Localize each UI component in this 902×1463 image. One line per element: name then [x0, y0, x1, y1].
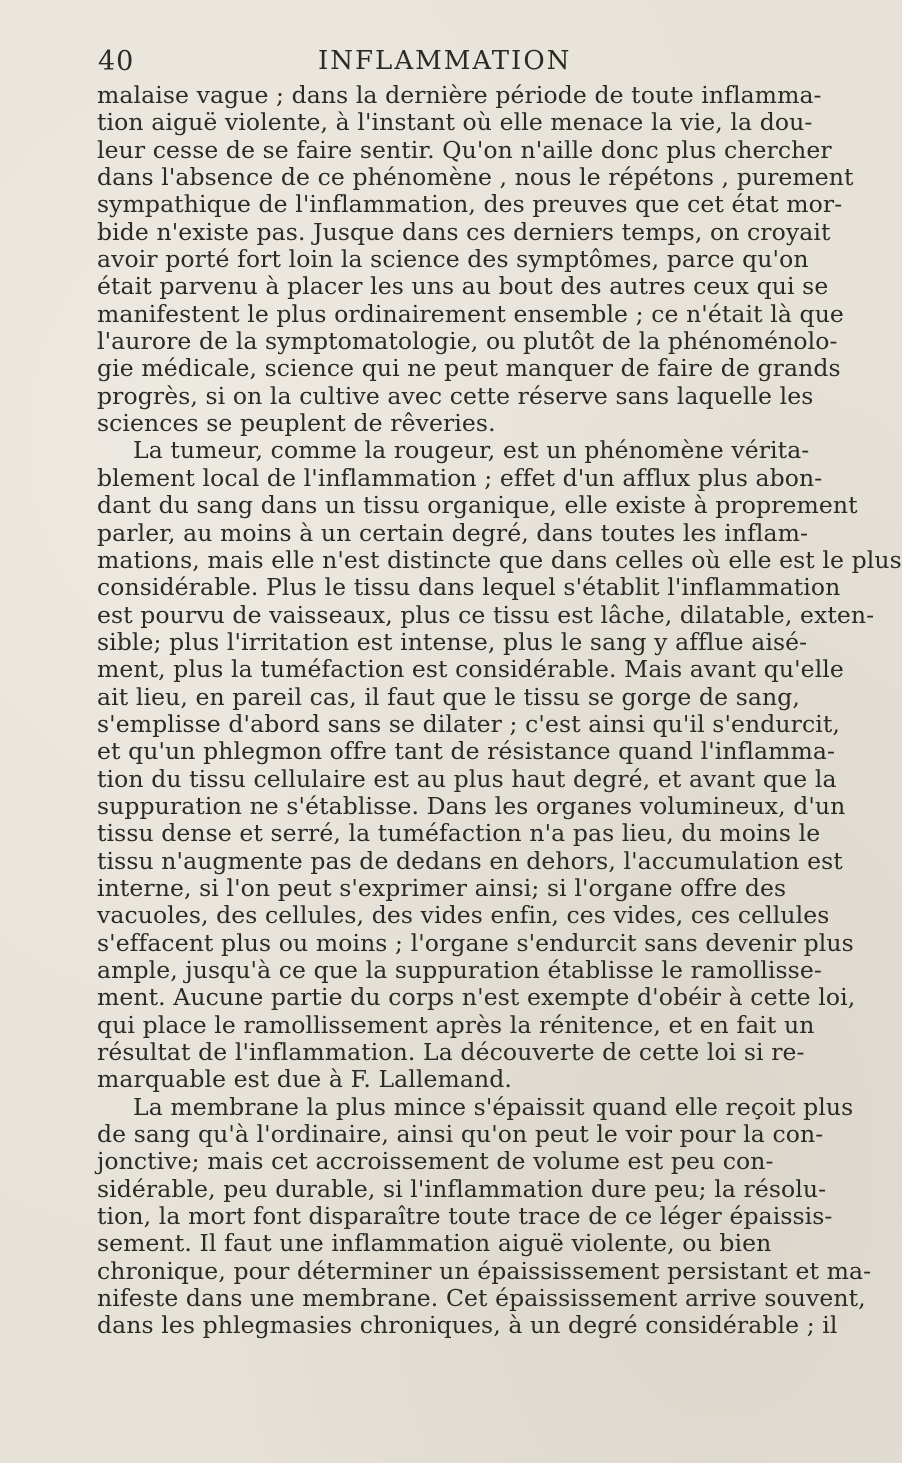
- text-line: ment. Aucune partie du corps n'est exempte d'obéir à cette loi,: [97, 983, 856, 1012]
- text-line: de sang qu'à l'ordinaire, ainsi qu'on peut le voir pour la con-: [97, 1120, 824, 1149]
- text-line: manifestent le plus ordinairement ensemble ; ce n'était là que: [97, 299, 844, 328]
- page-number: 40: [98, 46, 135, 77]
- text-line: vacuoles, des cellules, des vides enfin, ces vides, ces cellules: [97, 901, 830, 930]
- text-line: sympathique de l'inflammation, des preuves que cet état mor-: [97, 190, 843, 219]
- text-line: tion du tissu cellulaire est au plus haut degré, et avant que la: [97, 764, 837, 793]
- text-line: avoir porté fort loin la science des symptômes, parce qu'on: [97, 245, 809, 274]
- text-line: malaise vague ; dans la dernière période de toute inflamma-: [97, 81, 822, 109]
- text-line: s'emplisse d'abord sans se dilater ; c'est ainsi qu'il s'endurcit,: [97, 709, 840, 738]
- text-line: et qu'un phlegmon offre tant de résistance quand l'inflamma-: [97, 737, 836, 766]
- text-line: tissu n'augmente pas de dedans en dehors, l'accumulation est: [97, 846, 843, 875]
- text-line: La tumeur, comme la rougeur, est un phénomène vérita-: [133, 436, 810, 465]
- running-head: [98, 46, 738, 86]
- text-line: s'effacent plus ou moins ; l'organe s'endurcit sans devenir plus: [97, 928, 854, 957]
- text-line: suppuration ne s'établisse. Dans les organes volumineux, d'un: [97, 791, 846, 820]
- text-line: leur cesse de se faire sentir. Qu'on n'aille donc plus chercher: [97, 135, 832, 164]
- text-line: tion aiguë violente, à l'instant où elle menace la vie, la dou-: [97, 108, 813, 137]
- text-line: sidérable, peu durable, si l'inflammation dure peu; la résolu-: [97, 1174, 827, 1203]
- text-line: blement local de l'inflammation ; effet d'un afflux plus abon-: [97, 463, 823, 492]
- text-line: progrès, si on la cultive avec cette réserve sans laquelle les: [97, 381, 814, 410]
- text-line: La membrane la plus mince s'épaissit quand elle reçoit plus: [133, 1092, 854, 1121]
- text-line: était parvenu à placer les uns au bout des autres ceux qui se: [97, 272, 829, 301]
- text-line: parler, au moins à un certain degré, dans toutes les inflam-: [97, 518, 809, 547]
- text-line: ait lieu, en pareil cas, il faut que le tissu se gorge de sang,: [97, 682, 800, 711]
- text-line: sement. Il faut une inflammation aiguë violente, ou bien: [97, 1229, 772, 1258]
- text-line: résultat de l'inflammation. La découverte de cette loi si re-: [97, 1038, 805, 1067]
- text-line: nifeste dans une membrane. Cet épaississement arrive souvent,: [97, 1284, 866, 1313]
- text-line: marquable est due à F. Lallemand.: [97, 1065, 512, 1094]
- text-line: l'aurore de la symptomatologie, ou plutôt de la phénoménolo-: [97, 327, 838, 356]
- text-line: tion, la mort font disparaître toute trace de ce léger épaissis-: [97, 1202, 833, 1231]
- body-text: [97, 81, 902, 1340]
- text-line: dant du sang dans un tissu organique, elle existe à proprement: [97, 491, 858, 520]
- text-line: sciences se peuplent de rêveries.: [97, 409, 496, 438]
- text-line: jonctive; mais cet accroissement de volume est peu con-: [97, 1147, 774, 1176]
- text-line: tissu dense et serré, la tuméfaction n'a pas lieu, du moins le: [97, 819, 821, 848]
- text-line: chronique, pour déterminer un épaississement persistant et ma-: [97, 1256, 872, 1285]
- text-line: gie médicale, science qui ne peut manquer de faire de grands: [97, 354, 841, 383]
- text-line: est pourvu de vaisseaux, plus ce tissu est lâche, dilatable, exten-: [97, 600, 875, 629]
- text-line: bide n'existe pas. Jusque dans ces derniers temps, on croyait: [97, 217, 831, 246]
- text-line: considérable. Plus le tissu dans lequel s'établit l'inflammation: [97, 573, 841, 602]
- running-title: INFLAMMATION: [318, 46, 572, 76]
- text-line: mations, mais elle n'est distincte que dans celles où elle est le plus: [97, 545, 902, 574]
- text-line: ment, plus la tuméfaction est considérable. Mais avant qu'elle: [97, 655, 844, 684]
- text-line: sible; plus l'irritation est intense, plus le sang y afflue aisé-: [97, 627, 808, 656]
- text-line: dans les phlegmasies chroniques, à un degré considérable ; il: [97, 1311, 838, 1340]
- text-line: interne, si l'on peut s'exprimer ainsi; si l'organe offre des: [97, 873, 787, 902]
- text-line: qui place le ramollissement après la rénitence, et en fait un: [97, 1010, 815, 1039]
- text-line: ample, jusqu'à ce que la suppuration établisse le ramollisse-: [97, 956, 822, 984]
- text-line: dans l'absence de ce phénomène , nous le répétons , purement: [97, 163, 854, 192]
